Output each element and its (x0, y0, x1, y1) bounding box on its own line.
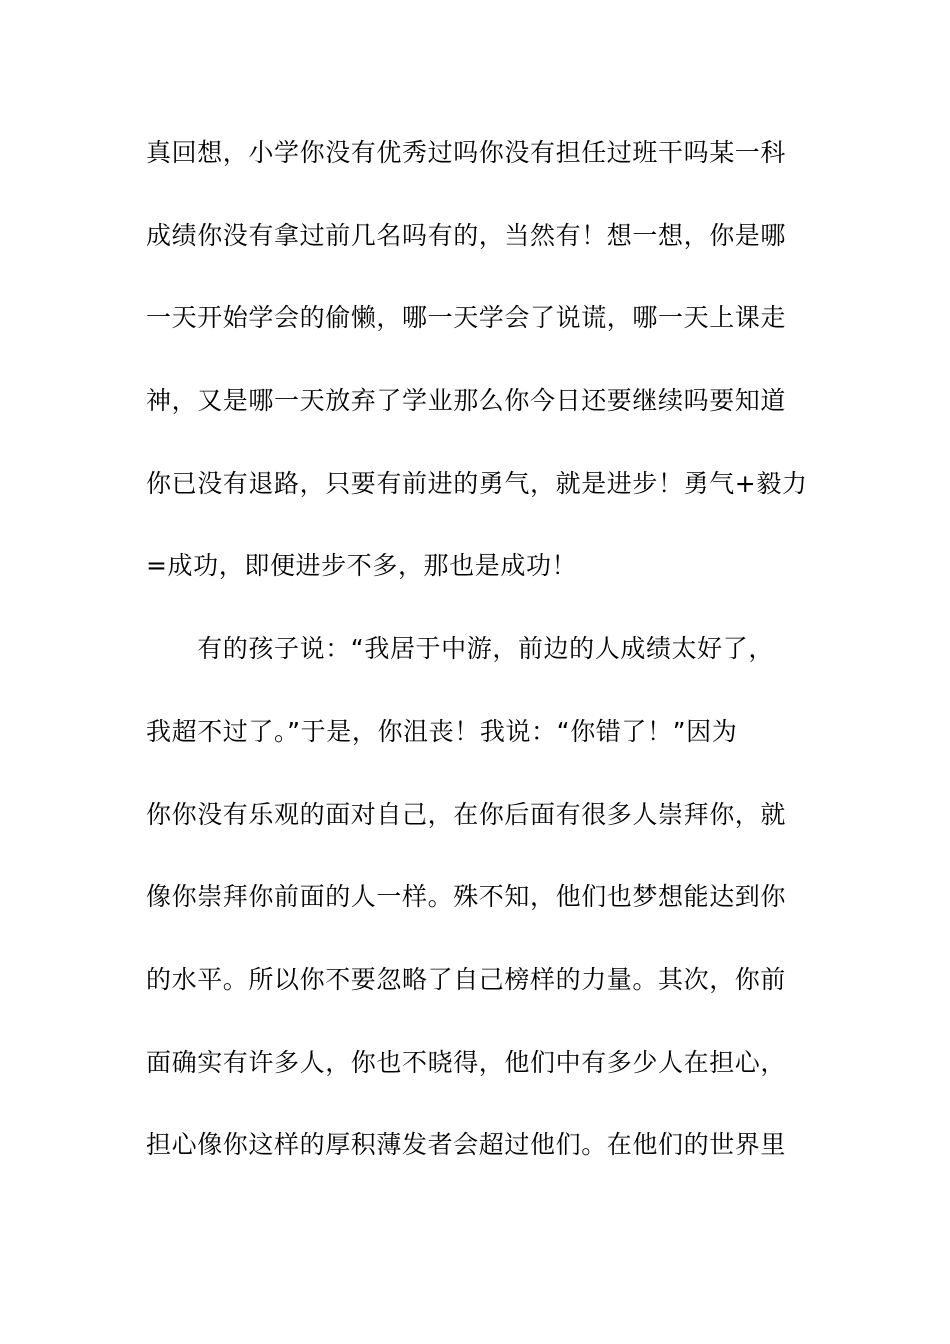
text-line: 你你没有乐观的面对自己，在你后面有很多人崇拜你，就 (146, 799, 787, 829)
text-line: 担心像你这样的厚积薄发者会超过他们。在他们的世界里 (146, 1130, 787, 1160)
text-line: 有的孩子说：“我居于中游，前边的人成绩太好了， (146, 634, 774, 664)
text-line: 真回想，小学你没有优秀过吗你没有担任过班干吗某一科 (146, 138, 787, 167)
text-line: 一天开始学会的偷懒，哪一天学会了说谎，哪一天上课走 (146, 303, 787, 333)
text-line: 神，又是哪一天放弃了学业那么你今日还要继续吗要知道 (146, 386, 787, 416)
body-text (146, 128, 810, 1203)
text-line: =成功，即便进步不多，那也是成功！ (146, 551, 578, 581)
text-line: 我超不过了。”于是，你沮丧！我说：“你错了！”因为 (146, 716, 738, 746)
text-line: 的水平。所以你不要忽略了自己榜样的力量。其次，你前 (146, 964, 787, 994)
text-line: 你已没有退路，只要有前进的勇气，就是进步！勇气+毅力 (146, 468, 808, 498)
text-line: 成绩你没有拿过前几名吗有的，当然有！想一想，你是哪 (146, 220, 787, 250)
text-line: 面确实有许多人，你也不晓得，他们中有多少人在担心， (146, 1047, 787, 1077)
text-line: 像你崇拜你前面的人一样。殊不知，他们也梦想能达到你 (146, 882, 787, 912)
